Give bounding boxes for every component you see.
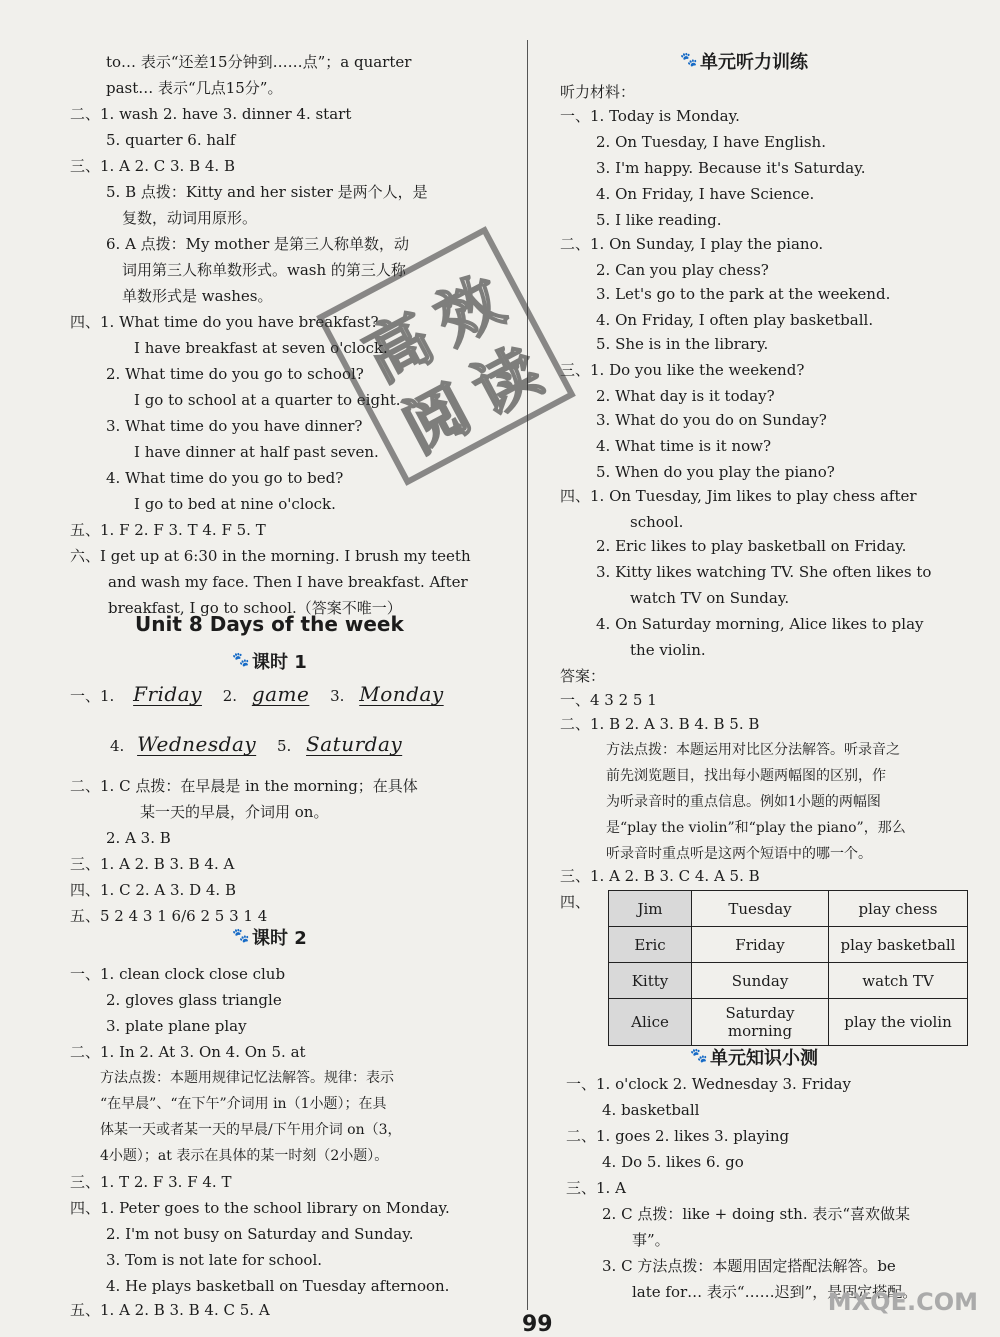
left-line: 2. What time do you go to school? — [106, 365, 364, 383]
lesson-2-heading — [232, 924, 307, 950]
left-line: 某一天的早晨，介词用 on。 — [140, 803, 329, 821]
left-line: 3. plate plane play — [106, 1017, 247, 1035]
right-line: 3. Kitty likes watching TV. She often likes to — [596, 563, 932, 581]
left-line: 五、5 2 4 3 1 6/6 2 5 3 1 4 — [70, 907, 268, 925]
left-line: 二、1. wash 2. have 3. dinner 4. start — [70, 105, 352, 123]
hw-answer-2: game — [251, 682, 310, 706]
right-line: 4. On Friday, I often play basketball. — [596, 311, 874, 329]
left-line: I have breakfast at seven o'clock. — [134, 339, 388, 357]
quiz-heading — [690, 1044, 818, 1070]
hw-num-2: 2. — [222, 687, 238, 705]
left-line: 6. A 点拨：My mother 是第三人称单数，动 — [106, 235, 410, 253]
left-line: 4. What time do you go to bed? — [106, 469, 344, 487]
right-line: watch TV on Sunday. — [630, 589, 790, 607]
left-line: I have dinner at half past seven. — [134, 443, 379, 461]
right-line: 5. When do you play the piano? — [596, 463, 835, 481]
left-line: 二、1. In 2. At 3. On 4. On 5. at — [70, 1043, 306, 1061]
right-line: 听录音时重点听是这两个短语中的哪一个。 — [606, 846, 872, 862]
lesson-1-label: 课时 1 — [252, 652, 307, 673]
left-line: 一、1. clean clock close club — [70, 965, 286, 983]
left-line: I go to school at a quarter to eight. — [134, 391, 401, 409]
right-line: 四、 — [560, 893, 591, 911]
left-line: 2. I'm not busy on Saturday and Sunday. — [106, 1225, 414, 1243]
left-line: 4小题）；at 表示在具体的某一时刻（2小题）。 — [100, 1148, 389, 1164]
hw-answer-5: Saturday — [306, 732, 403, 756]
right-line: 一、1. Today is Monday. — [560, 107, 740, 125]
right-line: 四、1. On Tuesday, Jim likes to play chess after — [560, 487, 917, 505]
left-line: 词用第三人称单数形式。wash 的第三人称 — [122, 261, 406, 279]
right-line: 一、4 3 2 5 1 — [560, 691, 657, 709]
right-line: 二、1. B 2. A 3. B 4. B 5. B — [560, 715, 760, 733]
site-watermark: MXQE.COM — [827, 1288, 978, 1316]
table-cell: Saturday morning — [692, 999, 829, 1046]
column-divider — [527, 40, 528, 1310]
left-line: 体某一天或者某一天的早晨/下午用介词 on（3， — [100, 1122, 402, 1138]
left-line: I go to bed at nine o'clock. — [134, 495, 336, 513]
right-line: 3. C 方法点拨：本题用固定搭配法解答。be — [602, 1257, 896, 1275]
left-line: 2. gloves glass triangle — [106, 991, 282, 1009]
right-line: late for… 表示“……迟到”，是固定搭配。 — [632, 1283, 918, 1301]
left-line: 5. B 点拨：Kitty and her sister 是两个人，是 — [106, 183, 428, 201]
right-line: 4. Do 5. likes 6. go — [602, 1153, 744, 1171]
table-cell: play chess — [829, 891, 968, 927]
table-cell: Kitty — [609, 963, 692, 999]
left-line: 3. What time do you have dinner? — [106, 417, 363, 435]
left-line: 四、1. Peter goes to the school library on Monday. — [70, 1199, 450, 1217]
right-line: 方法点拨：本题运用对比区分法解答。听录音之 — [606, 742, 900, 758]
right-line: 二、1. On Sunday, I play the piano. — [560, 235, 824, 253]
right-line: 4. On Friday, I have Science. — [596, 185, 815, 203]
hw-answer-3: Monday — [359, 682, 444, 706]
table-cell: Friday — [692, 927, 829, 963]
handwriting-row-1 — [70, 684, 444, 706]
right-line: 三、1. A — [566, 1179, 626, 1197]
paw-icon — [680, 55, 696, 69]
right-line: 一、1. o'clock 2. Wednesday 3. Friday — [566, 1075, 851, 1093]
left-line: 复数，动词用原形。 — [122, 209, 258, 227]
table-row — [609, 891, 968, 927]
right-line: 3. What do you do on Sunday? — [596, 411, 827, 429]
left-line: 2. A 3. B — [106, 829, 171, 847]
right-line: 三、1. Do you like the weekend? — [560, 361, 805, 379]
right-line: 5. I like reading. — [596, 211, 722, 229]
left-line: 三、1. A 2. B 3. B 4. A — [70, 855, 235, 873]
table-cell: Alice — [609, 999, 692, 1046]
lesson-2-label: 课时 2 — [252, 928, 307, 949]
left-line: 四、1. What time do you have breakfast? — [70, 313, 379, 331]
right-line: 5. She is in the library. — [596, 335, 769, 353]
right-line: 听力材料： — [560, 83, 636, 101]
left-line: “在早晨”、“在下午”介词用 in（1小题）；在具 — [100, 1096, 387, 1112]
left-line: 三、1. T 2. F 3. F 4. T — [70, 1173, 232, 1191]
hw-num-4: 4. — [110, 737, 125, 755]
right-line: 是“play the violin”和“play the piano”，那么 — [606, 820, 906, 836]
table-row — [609, 999, 968, 1046]
table-row — [609, 963, 968, 999]
right-line: 二、1. goes 2. likes 3. playing — [566, 1127, 790, 1145]
right-line: 4. basketball — [602, 1101, 700, 1119]
right-line: 2. What day is it today? — [596, 387, 775, 405]
left-line: and wash my face. Then I have breakfast. After — [108, 573, 468, 591]
left-line: 四、1. C 2. A 3. D 4. B — [70, 881, 236, 899]
right-line: 4. What time is it now? — [596, 437, 772, 455]
paw-icon — [232, 655, 248, 669]
table-cell: watch TV — [829, 963, 968, 999]
left-line: 三、1. A 2. C 3. B 4. B — [70, 157, 235, 175]
page-number: 99 — [522, 1312, 553, 1337]
watermark-stamp: 高 效 阅 读 — [316, 226, 576, 486]
left-line: 六、I get up at 6:30 in the morning. I brush my teeth — [70, 547, 471, 565]
paw-icon — [232, 931, 248, 945]
listening-heading-label: 单元听力训练 — [700, 52, 808, 73]
right-line: the violin. — [630, 641, 706, 659]
right-line: 前先浏览题目，找出每小题两幅图的区别，作 — [606, 768, 886, 784]
left-line: to… 表示“还差15分钟到……点”；a quarter — [106, 53, 412, 71]
right-line: 2. Can you play chess? — [596, 261, 769, 279]
right-line: 3. Let's go to the park at the weekend. — [596, 285, 891, 303]
left-line: 五、1. A 2. B 3. B 4. C 5. A — [70, 1301, 270, 1319]
left-line: 4. He plays basketball on Tuesday afternoon. — [106, 1277, 450, 1295]
hw-prefix: 一、1. — [70, 687, 115, 705]
left-line: 单数形式是 washes。 — [122, 287, 273, 305]
left-line: 5. quarter 6. half — [106, 131, 236, 149]
listening-heading — [680, 48, 808, 74]
left-line: 五、1. F 2. F 3. T 4. F 5. T — [70, 521, 266, 539]
quiz-heading-label: 单元知识小测 — [710, 1048, 818, 1069]
right-line: 2. Eric likes to play basketball on Friday. — [596, 537, 907, 555]
left-line: breakfast, I go to school.（答案不唯一） — [108, 599, 402, 617]
right-line: 2. C 点拨：like + doing sth. 表示“喜欢做某 — [602, 1205, 911, 1223]
handwriting-row-2 — [110, 734, 402, 756]
right-line: school. — [630, 513, 684, 531]
table-cell: play the violin — [829, 999, 968, 1046]
table-row — [609, 927, 968, 963]
unit-title: Unit 8 Days of the week — [135, 612, 404, 636]
right-line: 3. I'm happy. Because it's Saturday. — [596, 159, 866, 177]
lesson-1-heading — [232, 648, 307, 674]
table-cell: Eric — [609, 927, 692, 963]
left-line: 方法点拨：本题用规律记忆法解答。规律：表示 — [100, 1070, 394, 1086]
table-cell: Tuesday — [692, 891, 829, 927]
right-line: 事”。 — [632, 1231, 670, 1249]
hw-answer-1: Friday — [133, 682, 202, 706]
right-line: 4. On Saturday morning, Alice likes to play — [596, 615, 924, 633]
table-cell: Jim — [609, 891, 692, 927]
left-line: past… 表示“几点15分”。 — [106, 79, 283, 97]
right-line: 为听录音时的重点信息。例如1小题的两幅图 — [606, 794, 881, 810]
hw-answer-4: Wednesday — [137, 732, 257, 756]
paw-icon — [690, 1051, 706, 1065]
table-cell: Sunday — [692, 963, 829, 999]
answer-table — [608, 890, 968, 1046]
left-line: 二、1. C 点拨：在早晨是 in the morning；在具体 — [70, 777, 418, 795]
table-cell: play basketball — [829, 927, 968, 963]
right-line: 答案： — [560, 667, 606, 685]
hw-num-5: 5. — [276, 737, 292, 755]
right-line: 三、1. A 2. B 3. C 4. A 5. B — [560, 867, 760, 885]
hw-num-3: 3. — [330, 687, 345, 705]
left-line: 3. Tom is not late for school. — [106, 1251, 323, 1269]
right-line: 2. On Tuesday, I have English. — [596, 133, 826, 151]
